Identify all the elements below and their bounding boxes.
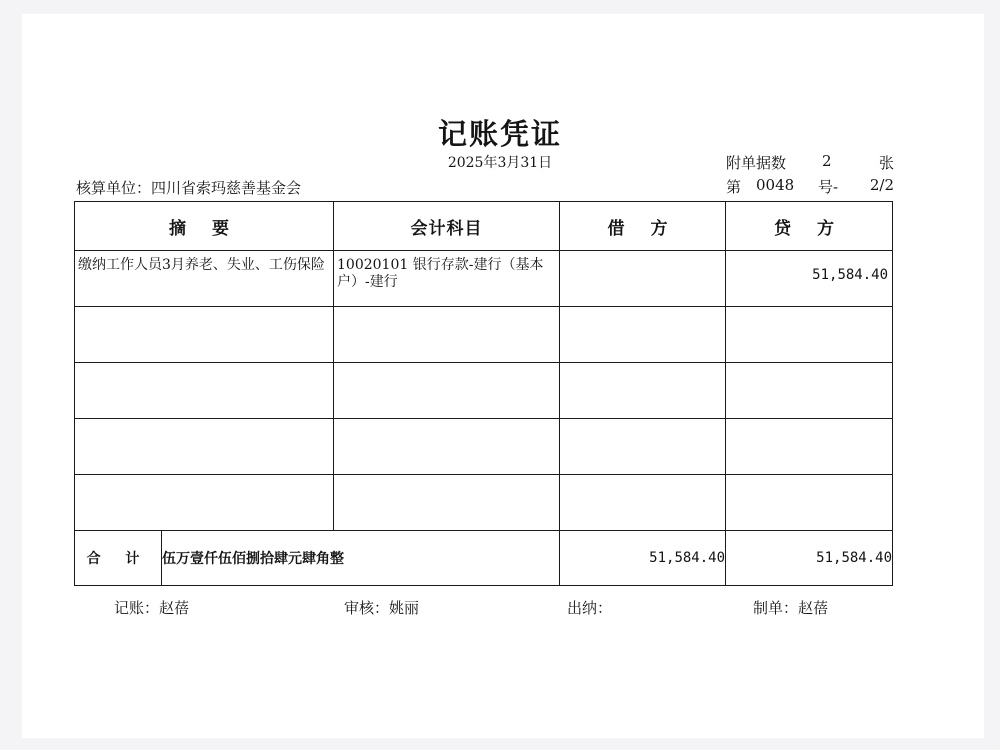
voucher-title: 记账凭证 bbox=[437, 117, 562, 151]
row-debit bbox=[560, 475, 726, 531]
table-row bbox=[75, 307, 893, 363]
table-row bbox=[75, 251, 893, 307]
total-credit: 51,584.40 bbox=[726, 531, 893, 586]
row-credit bbox=[726, 475, 893, 531]
row-credit bbox=[726, 307, 893, 363]
row-debit bbox=[560, 307, 726, 363]
row-credit: 51,584.40 bbox=[726, 251, 893, 307]
table-row bbox=[75, 475, 893, 531]
row-debit bbox=[560, 363, 726, 419]
table-header-row bbox=[75, 202, 893, 251]
row-account: 10020101 银行存款-建行（基本户）-建行 bbox=[334, 251, 560, 307]
bookkeeper-signature: 记账：赵蓓 bbox=[114, 599, 190, 617]
row-credit bbox=[726, 419, 893, 475]
header-account: 会计科目 bbox=[334, 202, 560, 251]
row-account bbox=[334, 307, 560, 363]
row-debit bbox=[560, 419, 726, 475]
row-summary bbox=[75, 307, 334, 363]
row-debit bbox=[560, 251, 726, 307]
row-summary bbox=[75, 475, 334, 531]
attachments-count: 2 bbox=[822, 152, 832, 170]
header-summary: 摘 要 bbox=[75, 202, 334, 251]
row-credit bbox=[726, 363, 893, 419]
total-row bbox=[75, 531, 893, 586]
voucher-table bbox=[74, 201, 893, 586]
total-debit: 51,584.40 bbox=[560, 531, 726, 586]
table-row bbox=[75, 419, 893, 475]
voucher-number-suffix: 号- bbox=[818, 178, 839, 196]
accounting-unit: 核算单位：四川省索玛慈善基金会 bbox=[76, 179, 302, 197]
attachments-label: 附单据数 bbox=[726, 154, 787, 172]
row-account bbox=[334, 419, 560, 475]
row-account bbox=[334, 363, 560, 419]
preparer-signature: 制单：赵蓓 bbox=[753, 599, 829, 617]
attachments-unit: 张 bbox=[878, 154, 894, 172]
header-credit: 贷 方 bbox=[726, 202, 893, 251]
row-summary bbox=[75, 419, 334, 475]
voucher-page: 2/2 bbox=[869, 176, 894, 194]
total-amount-words: 伍万壹仟伍佰捌拾肆元肆角整 bbox=[162, 531, 560, 586]
attachments-info bbox=[726, 152, 894, 172]
voucher-number bbox=[726, 176, 894, 196]
voucher-number-prefix: 第 bbox=[726, 178, 742, 196]
total-label: 合 计 bbox=[75, 531, 162, 586]
row-summary bbox=[75, 363, 334, 419]
reviewer-signature: 审核：姚丽 bbox=[344, 599, 420, 617]
row-account bbox=[334, 475, 560, 531]
header-debit: 借 方 bbox=[560, 202, 726, 251]
cashier-signature: 出纳： bbox=[567, 599, 613, 617]
table-row bbox=[75, 363, 893, 419]
voucher-date: 2025年3月31日 bbox=[447, 155, 553, 171]
voucher-number-value: 0048 bbox=[756, 176, 795, 194]
row-summary: 缴纳工作人员3月养老、失业、工伤保险 bbox=[75, 251, 334, 307]
